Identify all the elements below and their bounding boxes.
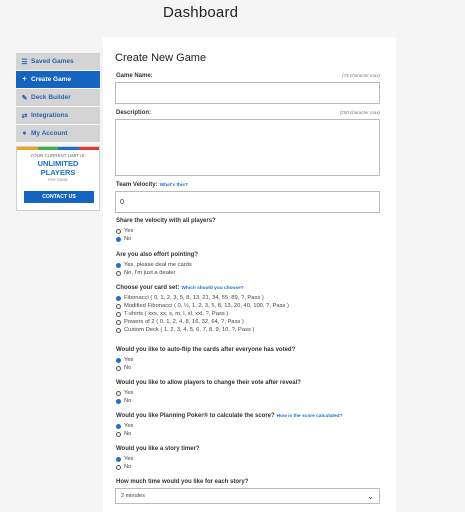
radio-button[interactable] xyxy=(116,432,121,437)
velocity-input[interactable] xyxy=(115,191,380,213)
description-value xyxy=(116,120,379,130)
timer-length-question: How much time would you like for each story? xyxy=(116,479,249,485)
which-should-you-choose-link[interactable]: Which should you choose? xyxy=(181,286,244,291)
game-name-max-note: (75 character max) xyxy=(342,73,380,78)
radio-button[interactable] xyxy=(116,399,121,404)
radio-button[interactable] xyxy=(116,358,121,363)
player-limit-card xyxy=(16,146,100,211)
radio-button[interactable] xyxy=(116,424,121,429)
radio-button[interactable] xyxy=(116,271,121,276)
option-label: Yes xyxy=(124,423,134,429)
sidebar-item-label: Saved Games xyxy=(31,58,74,65)
radio-button[interactable] xyxy=(116,237,121,242)
radio-button[interactable] xyxy=(116,320,121,325)
calc-score-options xyxy=(116,422,133,438)
radio-button[interactable] xyxy=(116,296,121,301)
auto-flip-question: Would you like to auto-flip the cards after everyone has voted? xyxy=(116,347,296,353)
radio-button[interactable] xyxy=(116,328,121,333)
option-label: No xyxy=(124,365,132,371)
arrows-icon: ⇄ xyxy=(21,112,28,120)
change-vote-question: Would you like to allow players to change their vote after reveal? xyxy=(116,380,301,386)
description-max-note: (250 character max) xyxy=(339,110,380,115)
card-set-question-text: Choose your card set: xyxy=(116,285,180,291)
sidebar-item-saved-games[interactable] xyxy=(16,53,100,70)
option-label: Yes xyxy=(124,456,134,462)
calc-score-question-text: Would you like Planning Poker® to calculate the score? xyxy=(116,413,275,419)
option-label: Yes xyxy=(124,390,134,396)
card-set-powers-of-2[interactable] xyxy=(116,318,289,326)
game-name-label: Game Name: xyxy=(116,73,153,79)
calc-score-question xyxy=(116,413,343,419)
game-name-value xyxy=(116,83,379,93)
radio-button[interactable] xyxy=(116,465,121,470)
card-set-fibonacci[interactable] xyxy=(116,294,289,302)
option-label: No, I'm just a dealer xyxy=(124,270,176,276)
effort-pointing-options xyxy=(116,261,192,277)
effort-pointing-question: Are you also effort pointing? xyxy=(116,252,198,258)
limit-line-2: PLAYERS xyxy=(40,167,76,177)
radio-button[interactable] xyxy=(116,304,121,309)
sidebar xyxy=(16,53,100,211)
limit-per: PER GAME xyxy=(47,178,69,182)
card-set-question xyxy=(116,285,244,291)
story-timer-yes[interactable] xyxy=(116,455,133,463)
description-label: Description: xyxy=(116,110,152,116)
list-icon: ☰ xyxy=(21,58,28,66)
story-timer-no[interactable] xyxy=(116,463,133,471)
plus-icon: + xyxy=(22,76,27,83)
radio-button[interactable] xyxy=(116,391,121,396)
stripe-segment xyxy=(38,147,59,150)
limit-line-1: UNLIMITED xyxy=(37,159,79,168)
share-velocity-options xyxy=(116,227,133,243)
effort-pointing-no[interactable] xyxy=(116,269,192,277)
velocity-label-text: Team Velocity: xyxy=(116,182,158,188)
story-timer-question: Would you like a story timer? xyxy=(116,446,200,452)
auto-flip-options xyxy=(116,356,133,372)
calc-score-yes[interactable] xyxy=(116,422,133,430)
create-game-panel xyxy=(103,37,396,512)
option-label: Fibonacci ( 0, 1, 2, 3, 5, 8, 13, 21, 34, 55, 89, ?, Pass ) xyxy=(124,295,264,301)
stripe-segment xyxy=(17,147,38,150)
auto-flip-yes[interactable] xyxy=(116,356,133,364)
radio-button[interactable] xyxy=(116,366,121,371)
radio-button[interactable] xyxy=(116,229,121,234)
description-textarea[interactable] xyxy=(115,119,380,176)
sidebar-item-my-account[interactable] xyxy=(16,125,100,142)
limit-caption: YOUR CURRENT LIMIT IS: xyxy=(30,153,86,158)
card-set-tshirts[interactable] xyxy=(116,310,289,318)
color-stripe xyxy=(17,147,99,150)
sidebar-item-label: My Account xyxy=(31,130,68,137)
velocity-value: 0 xyxy=(120,197,125,206)
radio-button[interactable] xyxy=(116,457,121,462)
card-set-options xyxy=(116,294,289,334)
sidebar-item-deck-builder[interactable] xyxy=(16,89,100,106)
radio-button[interactable] xyxy=(116,263,121,268)
sidebar-item-label: Integrations xyxy=(31,112,69,119)
option-label: Powers of 2 ( 0, 1, 2, 4, 8, 16, 32, 64, ?, Pass ) xyxy=(124,319,244,325)
timer-length-select[interactable] xyxy=(115,488,380,504)
option-label: Yes xyxy=(124,357,134,363)
share-velocity-no[interactable] xyxy=(116,235,133,243)
change-vote-no[interactable] xyxy=(116,397,133,405)
sidebar-item-integrations[interactable] xyxy=(16,107,100,124)
stripe-segment xyxy=(79,147,100,150)
form-title: Create New Game xyxy=(115,52,207,64)
auto-flip-no[interactable] xyxy=(116,364,133,372)
effort-pointing-yes[interactable] xyxy=(116,261,192,269)
option-label: T-shirts ( xxs, xs, s, m, l, xl, xxl, ?, Pass ) xyxy=(124,311,229,317)
change-vote-options xyxy=(116,389,133,405)
stripe-segment xyxy=(58,147,79,150)
change-vote-yes[interactable] xyxy=(116,389,133,397)
sidebar-item-label: Deck Builder xyxy=(31,94,71,101)
share-velocity-question: Share the velocity with all players? xyxy=(116,218,216,224)
card-set-custom-deck[interactable] xyxy=(116,326,289,334)
how-score-calculated-link[interactable]: How is the score calculated? xyxy=(276,414,343,419)
share-velocity-yes[interactable] xyxy=(116,227,133,235)
story-timer-options xyxy=(116,455,133,471)
option-label: No xyxy=(124,236,132,242)
option-label: No xyxy=(124,398,132,404)
calc-score-no[interactable] xyxy=(116,430,133,438)
chevron-down-icon: ⌄ xyxy=(367,491,374,501)
whats-this-link[interactable]: What's this? xyxy=(159,183,188,188)
option-label: Yes, please deal me cards xyxy=(124,262,192,268)
option-label: Yes xyxy=(124,228,134,234)
card-set-modified-fibonacci[interactable] xyxy=(116,302,289,310)
wrench-icon: ✎ xyxy=(21,94,28,102)
contact-us-button[interactable]: CONTACT US xyxy=(24,191,94,203)
radio-button[interactable] xyxy=(116,312,121,317)
page-title: Dashboard xyxy=(163,4,239,21)
option-label: No xyxy=(124,464,132,470)
option-label: Custom Deck ( 1, 2, 3, 4, 5, 6, 7, 8, 9, 10, ?, Pass ) xyxy=(124,327,255,333)
option-label: Modified Fibonacci ( 0, ½, 1, 2, 3, 5, 8, 13, 20, 40, 100, ?, Pass ) xyxy=(124,303,289,309)
user-icon: ● xyxy=(22,130,27,137)
sidebar-item-label: Create Game xyxy=(31,76,72,83)
velocity-label xyxy=(116,182,188,188)
option-label: No xyxy=(124,431,132,437)
game-name-input[interactable] xyxy=(115,82,380,104)
sidebar-item-create-game[interactable] xyxy=(16,71,100,88)
timer-length-value: 2 minutes xyxy=(121,493,145,499)
